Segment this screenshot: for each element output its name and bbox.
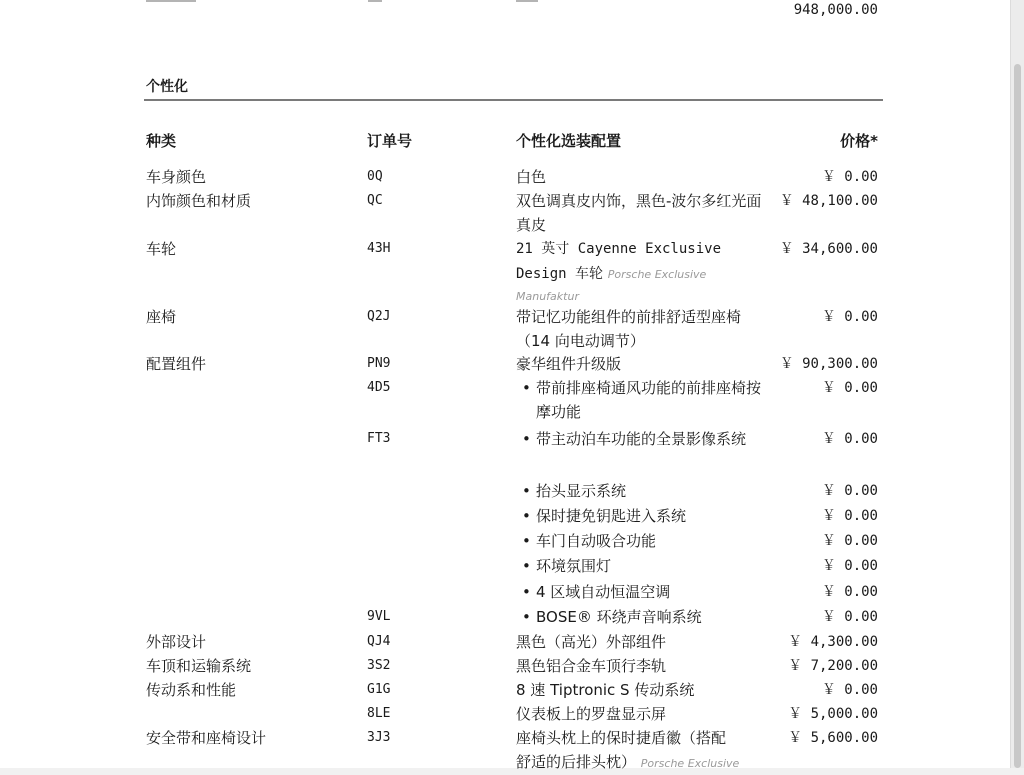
price-cell: ￥ 5,600.00 [788, 730, 878, 746]
column-header-price: 价格* [840, 132, 878, 150]
code-cell: PN9 [367, 356, 391, 371]
option-text: 车门自动吸合功能 [536, 532, 657, 550]
option-text: 环境氛围灯 [536, 557, 612, 575]
option-cell [522, 479, 764, 503]
option-cell: 黑色铝合金车顶行李轨 [516, 657, 667, 675]
option-cell [522, 529, 764, 553]
option-cell: 白色 [516, 168, 547, 186]
previous-section-total: 948,000.00 [793, 2, 878, 18]
price-cell: ￥ 0.00 [821, 558, 878, 574]
code-cell: 43H [367, 241, 391, 256]
price-cell: ￥ 0.00 [821, 309, 878, 325]
column-header-category: 种类 [146, 132, 177, 150]
option-cell [522, 504, 764, 528]
clipped-text-fragment [146, 0, 196, 2]
option-text: BOSE® 环绕声音响系统 [536, 608, 702, 626]
category-cell: 车身颜色 [146, 168, 207, 186]
price-cell: ￥ 5,000.00 [788, 706, 878, 722]
code-cell: G1G [367, 682, 391, 697]
option-text: 抬头显示系统 [536, 482, 627, 500]
price-cell: ￥ 0.00 [821, 508, 878, 524]
option-cell [522, 427, 764, 451]
option-text: 保时捷免钥匙进入系统 [536, 507, 687, 525]
price-cell: ￥ 0.00 [821, 431, 878, 447]
category-cell: 内饰颜色和材质 [146, 192, 252, 210]
section-divider [144, 99, 883, 101]
option-text: 带前排座椅通风功能的前排座椅按摩功能 [536, 379, 762, 421]
bullet-icon: • [522, 507, 531, 525]
bullet-icon: • [522, 532, 531, 550]
option-text-line: 舒适的后排头枕） [516, 753, 637, 771]
price-cell: ￥ 0.00 [821, 483, 878, 499]
bullet-icon: • [522, 557, 531, 575]
option-text: 4 区域自动恒温空调 [536, 583, 671, 601]
option-text-line: 21 英寸 Cayenne Exclusive [516, 241, 722, 257]
price-cell: ￥ 90,300.00 [779, 356, 878, 372]
price-cell: ￥ 0.00 [821, 533, 878, 549]
code-cell: QJ4 [367, 634, 391, 649]
option-text: 带主动泊车功能的全景影像系统 [536, 430, 747, 448]
category-cell: 配置组件 [146, 355, 207, 373]
code-cell: 4D5 [367, 380, 391, 395]
price-cell: ￥ 4,300.00 [788, 634, 878, 650]
category-cell: 座椅 [146, 308, 177, 326]
code-cell: 3J3 [367, 730, 391, 745]
category-cell: 传动系和性能 [146, 681, 237, 699]
code-cell: Q2J [367, 309, 391, 324]
option-cell: 双色调真皮内饰，黑色-波尔多红光面真皮 [516, 192, 762, 234]
option-cell [522, 554, 764, 578]
column-header-option: 个性化选装配置 [516, 132, 622, 150]
code-cell: 9VL [367, 609, 391, 624]
bullet-icon: • [522, 482, 531, 500]
clipped-text-fragment [368, 0, 382, 2]
code-cell: FT3 [367, 431, 391, 446]
price-cell: ￥ 7,200.00 [788, 658, 878, 674]
category-cell: 车轮 [146, 240, 177, 258]
option-cell [516, 237, 764, 308]
category-cell: 安全带和座椅设计 [146, 729, 267, 747]
price-cell: ￥ 0.00 [821, 682, 878, 698]
option-cell: 8 速 Tiptronic S 传动系统 [516, 681, 695, 699]
bullet-icon: • [522, 379, 531, 397]
section-title: 个性化 [146, 79, 188, 95]
price-cell: ￥ 0.00 [821, 584, 878, 600]
category-cell: 车顶和运输系统 [146, 657, 252, 675]
clipped-text-fragment [516, 0, 538, 2]
option-cell: 黑色（高光）外部组件 [516, 633, 667, 651]
bullet-icon: • [522, 608, 531, 626]
category-cell: 外部设计 [146, 633, 207, 651]
exclusive-note: Porsche Exclusive [640, 757, 740, 770]
exclusive-note: Manufaktur [516, 290, 579, 303]
option-cell [522, 376, 764, 424]
option-text-line: 座椅头枕上的保时捷盾徽（搭配 [516, 729, 727, 747]
option-cell [522, 605, 764, 629]
column-header-code: 订单号 [367, 132, 413, 150]
code-cell: 0Q [367, 169, 383, 184]
price-cell: ￥ 48,100.00 [779, 193, 878, 209]
code-cell: QC [367, 193, 383, 208]
price-cell: ￥ 34,600.00 [779, 241, 878, 257]
price-cell: ￥ 0.00 [821, 169, 878, 185]
option-cell: 豪华组件升级版 [516, 355, 622, 373]
exclusive-note: Porsche Exclusive [607, 268, 707, 281]
option-cell [522, 580, 764, 604]
option-text-line: Design 车轮 [516, 266, 604, 282]
option-cell: 仪表板上的罗盘显示屏 [516, 705, 667, 723]
scrollbar-thumb[interactable] [1014, 64, 1021, 768]
option-cell: 带记忆功能组件的前排舒适型座椅（14 向电动调节） [516, 308, 742, 350]
vertical-scrollbar[interactable] [1010, 0, 1024, 768]
code-cell: 3S2 [367, 658, 391, 673]
bullet-icon: • [522, 430, 531, 448]
code-cell: 8LE [367, 706, 391, 721]
price-cell: ￥ 0.00 [821, 609, 878, 625]
bullet-icon: • [522, 583, 531, 601]
price-cell: ￥ 0.00 [821, 380, 878, 396]
